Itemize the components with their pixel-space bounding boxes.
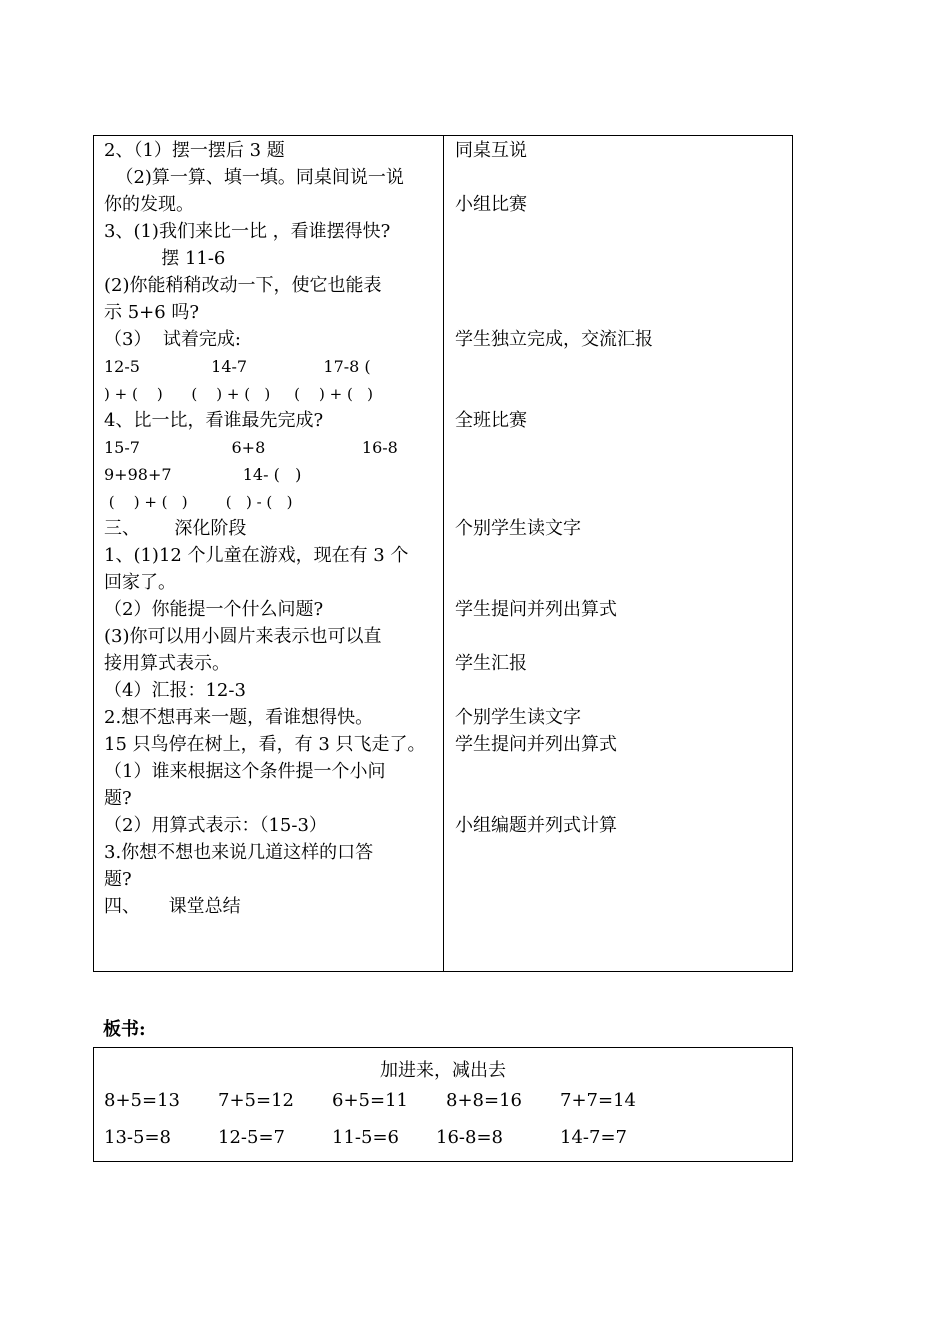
step-line: 示 5+6 吗? bbox=[104, 302, 200, 323]
column-divider bbox=[443, 136, 444, 971]
step-line: 1、(1)12 个儿童在游戏，现在有 3 个 bbox=[104, 545, 409, 566]
activity-line: 学生汇报 bbox=[455, 653, 527, 674]
step-line: 2.想不想再来一题，看谁想得快。 bbox=[104, 707, 374, 728]
step-line: 15 只鸟停在树上，看，有 3 只飞走了。 bbox=[104, 734, 426, 755]
step-line: 四、 课堂总结 bbox=[104, 896, 241, 917]
step-line: 12-5 14-7 17-8 ( bbox=[104, 357, 371, 376]
equation: 16-8=8 bbox=[436, 1127, 503, 1148]
step-line: 4、比一比，看谁最先完成? bbox=[104, 410, 324, 431]
step-line: （4）汇报：12-3 bbox=[104, 680, 246, 701]
activity-line: 学生独立完成，交流汇报 bbox=[455, 329, 653, 350]
step-line: 9+98+7 14- ( ) bbox=[104, 465, 302, 484]
equation: 11-5=6 bbox=[332, 1127, 399, 1148]
activity-line: 个别学生读文字 bbox=[455, 707, 581, 728]
step-line: 3.你想不想也来说几道这样的口答 bbox=[104, 842, 374, 863]
step-line: 15-7 6+8 16-8 bbox=[104, 438, 398, 457]
step-line: 2、（1）摆一摆后 3 题 bbox=[104, 140, 285, 161]
step-line: 摆 11-6 bbox=[104, 248, 226, 269]
step-line: （2）用算式表示：（15-3） bbox=[104, 815, 327, 836]
lesson-table bbox=[93, 135, 793, 972]
activity-line: 全班比赛 bbox=[455, 410, 527, 431]
step-line: (2)你能稍稍改动一下，使它也能表 bbox=[104, 275, 382, 296]
blackboard-box bbox=[93, 1047, 793, 1162]
step-line: 三、 深化阶段 bbox=[104, 518, 247, 539]
step-line: 题? bbox=[104, 869, 132, 890]
equation: 7+7=14 bbox=[560, 1090, 636, 1111]
step-line: ) + ( ) ( ) + ( ) ( ) + ( ) bbox=[104, 385, 373, 403]
step-line: 题? bbox=[104, 788, 132, 809]
step-line: （1）谁来根据这个条件提一个小问 bbox=[104, 761, 386, 782]
equation: 13-5=8 bbox=[104, 1127, 171, 1148]
equation: 7+5=12 bbox=[218, 1090, 294, 1111]
step-line: (3)你可以用小圆片来表示也可以直 bbox=[104, 626, 382, 647]
equation: 8+8=16 bbox=[446, 1090, 522, 1111]
board-heading: 板书: bbox=[103, 1019, 146, 1040]
board-title: 加进来，减出去 bbox=[380, 1060, 506, 1081]
step-line: （3） 试着完成: bbox=[104, 329, 241, 350]
equation: 12-5=7 bbox=[218, 1127, 285, 1148]
step-line: 接用算式表示。 bbox=[104, 653, 230, 674]
equation: 6+5=11 bbox=[332, 1090, 408, 1111]
activity-line: 学生提问并列出算式 bbox=[455, 734, 617, 755]
equation: 14-7=7 bbox=[560, 1127, 627, 1148]
activity-line: 同桌互说 bbox=[455, 140, 527, 161]
equation: 8+5=13 bbox=[104, 1090, 180, 1111]
step-line: 回家了。 bbox=[104, 572, 176, 593]
activity-line: 学生提问并列出算式 bbox=[455, 599, 617, 620]
activity-line: 小组编题并列式计算 bbox=[455, 815, 617, 836]
step-line: （2)算一算、填一填。同桌间说一说 bbox=[104, 167, 404, 188]
step-line: 3、(1)我们来比一比 ，看谁摆得快? bbox=[104, 221, 391, 242]
step-line: ( ) + ( ) ( ) - ( ) bbox=[104, 493, 293, 511]
activity-line: 个别学生读文字 bbox=[455, 518, 581, 539]
activity-line: 小组比赛 bbox=[455, 194, 527, 215]
step-line: （2）你能提一个什么问题? bbox=[104, 599, 324, 620]
step-line: 你的发现。 bbox=[104, 194, 194, 215]
